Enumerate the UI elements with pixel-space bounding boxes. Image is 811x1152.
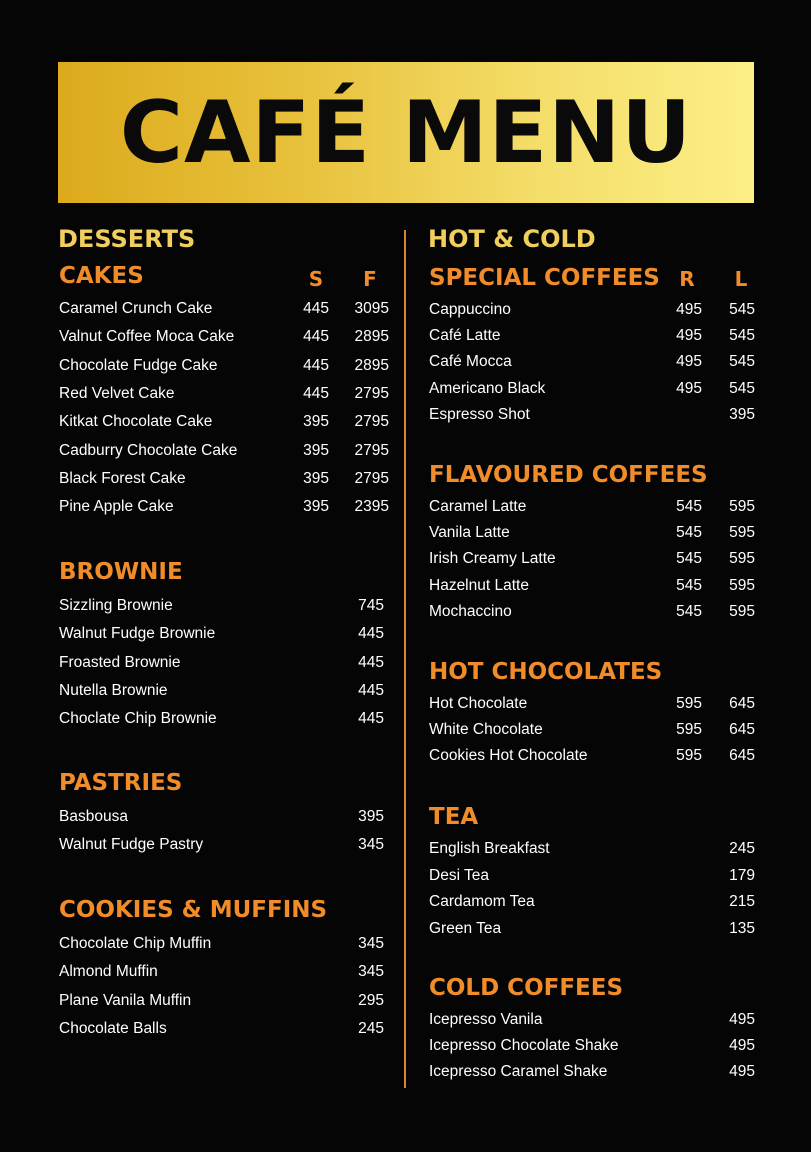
- menu-item: [59, 355, 389, 377]
- menu-item: [59, 961, 384, 983]
- item-price: 2795: [354, 384, 389, 402]
- item-price: 3095: [354, 300, 389, 317]
- menu-item: [59, 933, 384, 955]
- menu-item: [59, 468, 389, 490]
- item-price: 2895: [354, 328, 389, 346]
- item-name: Espresso Shot: [429, 405, 530, 423]
- item-name: Cardamom Tea: [429, 893, 535, 910]
- menu-item: [429, 299, 755, 321]
- item-price-small: 495: [676, 353, 702, 371]
- menu-item: [429, 378, 755, 400]
- item-price-small: 595: [676, 721, 702, 739]
- item-price: 345: [358, 836, 384, 854]
- item-price: 135: [729, 919, 755, 937]
- special-col-regular: R: [679, 267, 695, 291]
- item-price: 495: [729, 1037, 755, 1055]
- item-price-small: 545: [676, 550, 702, 568]
- desserts-heading: DESSERTS: [58, 225, 196, 253]
- item-price: 2795: [354, 469, 389, 487]
- item-price-small: 395: [303, 498, 329, 516]
- menu-item: [429, 496, 755, 518]
- hot-chocolates-heading: HOT CHOCOLATES: [429, 659, 663, 685]
- menu-item: [59, 383, 389, 405]
- menu-item: [59, 680, 384, 702]
- item-price-small: 545: [676, 576, 702, 594]
- item-name: Mochaccino: [429, 602, 512, 620]
- cakes-col-small: S: [308, 267, 324, 291]
- cakes-col-full: F: [363, 267, 377, 291]
- item-name: Caramel Crunch Cake: [59, 300, 213, 317]
- item-price: 495: [729, 1063, 755, 1081]
- item-price: 245: [729, 840, 755, 857]
- item-price-small: 595: [676, 747, 702, 765]
- item-name: Hazelnut Latte: [429, 576, 529, 594]
- item-price: 545: [729, 301, 755, 318]
- menu-item: [59, 440, 389, 462]
- item-price-small: 395: [303, 413, 329, 431]
- item-name: Sizzling Brownie: [59, 597, 173, 614]
- item-name: Walnut Fudge Brownie: [59, 625, 216, 643]
- menu-item: [429, 745, 755, 767]
- item-price: 545: [729, 327, 755, 345]
- item-price: 2895: [354, 356, 389, 374]
- item-name: Almond Muffin: [59, 963, 158, 981]
- item-name: Pine Apple Cake: [59, 498, 174, 516]
- item-name: Red Velvet Cake: [59, 384, 175, 402]
- item-name: English Breakfast: [429, 840, 550, 857]
- special-coffees-heading: SPECIAL COFFEES: [429, 265, 660, 291]
- menu-title: CAFÉ MENU: [119, 82, 693, 183]
- menu-item: [429, 1035, 755, 1057]
- item-name: Icepresso Chocolate Shake: [429, 1037, 619, 1055]
- menu-item: [429, 838, 755, 860]
- item-name: Basbousa: [59, 808, 128, 825]
- menu-item: [429, 601, 755, 623]
- menu-item: [429, 522, 755, 544]
- item-price-small: 545: [676, 524, 702, 542]
- pastries-heading: PASTRIES: [59, 770, 183, 796]
- item-price-small: 395: [303, 469, 329, 487]
- item-price: 345: [358, 963, 384, 981]
- item-price-small: 445: [303, 384, 329, 402]
- cookies-muffins-heading: COOKIES & MUFFINS: [59, 897, 328, 923]
- item-price: 595: [729, 602, 755, 620]
- item-price: 545: [729, 353, 755, 371]
- item-name: Walnut Fudge Pastry: [59, 836, 204, 854]
- item-price: 745: [358, 597, 384, 614]
- item-name: White Chocolate: [429, 721, 543, 739]
- menu-item: [59, 708, 384, 730]
- item-price-small: 495: [676, 301, 702, 318]
- item-name: Cadburry Chocolate Cake: [59, 441, 238, 459]
- item-price-small: 595: [676, 695, 702, 712]
- item-name: Hot Chocolate: [429, 695, 528, 712]
- brownie-heading: BROWNIE: [59, 559, 183, 585]
- item-name: Cappuccino: [429, 301, 511, 318]
- menu-item: [59, 595, 384, 617]
- item-price: 215: [729, 893, 755, 910]
- menu-item: [59, 298, 389, 320]
- item-name: Choclate Chip Brownie: [59, 710, 217, 728]
- menu-item: [59, 652, 384, 674]
- hot-cold-heading: HOT & COLD: [428, 225, 596, 253]
- item-price: 495: [729, 1011, 755, 1028]
- menu-item: [429, 918, 755, 940]
- item-name: Froasted Brownie: [59, 653, 181, 671]
- tea-heading: TEA: [429, 804, 479, 830]
- item-price-small: 545: [676, 498, 702, 515]
- item-price: 179: [729, 866, 755, 884]
- item-price: 445: [358, 625, 384, 643]
- item-name: Green Tea: [429, 919, 502, 937]
- item-name: Icepresso Caramel Shake: [429, 1063, 608, 1081]
- item-price: 595: [729, 576, 755, 594]
- item-name: Americano Black: [429, 379, 546, 397]
- item-price: 445: [358, 681, 384, 699]
- menu-item: [429, 351, 755, 373]
- item-price-small: 445: [303, 300, 329, 317]
- item-price: 295: [358, 991, 384, 1009]
- item-price-small: 445: [303, 356, 329, 374]
- menu-item: [59, 834, 384, 856]
- item-price: 2795: [354, 413, 389, 431]
- flavoured-coffees-heading: FLAVOURED COFFEES: [429, 462, 708, 488]
- cold-coffees-heading: COLD COFFEES: [429, 975, 624, 1001]
- item-name: Chocolate Balls: [59, 1019, 167, 1037]
- item-name: Kitkat Chocolate Cake: [59, 413, 213, 431]
- menu-item: [429, 719, 755, 741]
- menu-item: [429, 1061, 755, 1083]
- item-price: 595: [729, 550, 755, 568]
- item-price-small: 395: [303, 441, 329, 459]
- menu-item: [59, 990, 384, 1012]
- item-price: 645: [729, 747, 755, 765]
- item-price: 545: [729, 379, 755, 397]
- menu-item: [59, 326, 389, 348]
- item-name: Cookies Hot Chocolate: [429, 747, 588, 765]
- item-price: 345: [358, 935, 384, 952]
- menu-item: [429, 575, 755, 597]
- item-price: 595: [729, 524, 755, 542]
- item-name: Irish Creamy Latte: [429, 550, 556, 568]
- item-price-small: 545: [676, 602, 702, 620]
- item-price: 395: [358, 808, 384, 825]
- item-name: Café Latte: [429, 327, 501, 345]
- item-name: Icepresso Vanila: [429, 1011, 543, 1028]
- menu-item: [59, 623, 384, 645]
- item-name: Café Mocca: [429, 353, 512, 371]
- item-price: 645: [729, 721, 755, 739]
- item-price-small: 495: [676, 379, 702, 397]
- item-name: Chocolate Fudge Cake: [59, 356, 218, 374]
- special-col-large: L: [734, 267, 748, 291]
- menu-item: [429, 891, 755, 913]
- item-name: Desi Tea: [429, 866, 490, 884]
- menu-item: [429, 1009, 755, 1031]
- menu-item: [429, 693, 755, 715]
- menu-item: [429, 325, 755, 347]
- menu-item: [429, 548, 755, 570]
- item-name: Chocolate Chip Muffin: [59, 935, 212, 952]
- item-price: 445: [358, 653, 384, 671]
- item-price: 445: [358, 710, 384, 728]
- item-price: 595: [729, 498, 755, 515]
- item-name: Vanila Latte: [429, 524, 510, 542]
- item-name: Valnut Coffee Moca Cake: [59, 328, 235, 346]
- title-banner: [58, 62, 754, 203]
- item-name: Black Forest Cake: [59, 469, 186, 487]
- cakes-heading: CAKES: [59, 263, 144, 289]
- item-price-small: 495: [676, 327, 702, 345]
- item-price-small: 445: [303, 328, 329, 346]
- item-name: Plane Vanila Muffin: [59, 991, 192, 1009]
- item-price: 245: [358, 1019, 384, 1037]
- menu-item: [429, 404, 755, 426]
- menu-item: [59, 411, 389, 433]
- item-price: 395: [729, 405, 755, 423]
- menu-item: [59, 496, 389, 518]
- item-price: 645: [729, 695, 755, 712]
- menu-item: [429, 865, 755, 887]
- item-name: Caramel Latte: [429, 498, 527, 515]
- item-price: 2795: [354, 441, 389, 459]
- item-name: Nutella Brownie: [59, 681, 168, 699]
- column-divider: [404, 230, 406, 1088]
- item-price: 2395: [354, 498, 389, 516]
- menu-item: [59, 806, 384, 828]
- menu-item: [59, 1018, 384, 1040]
